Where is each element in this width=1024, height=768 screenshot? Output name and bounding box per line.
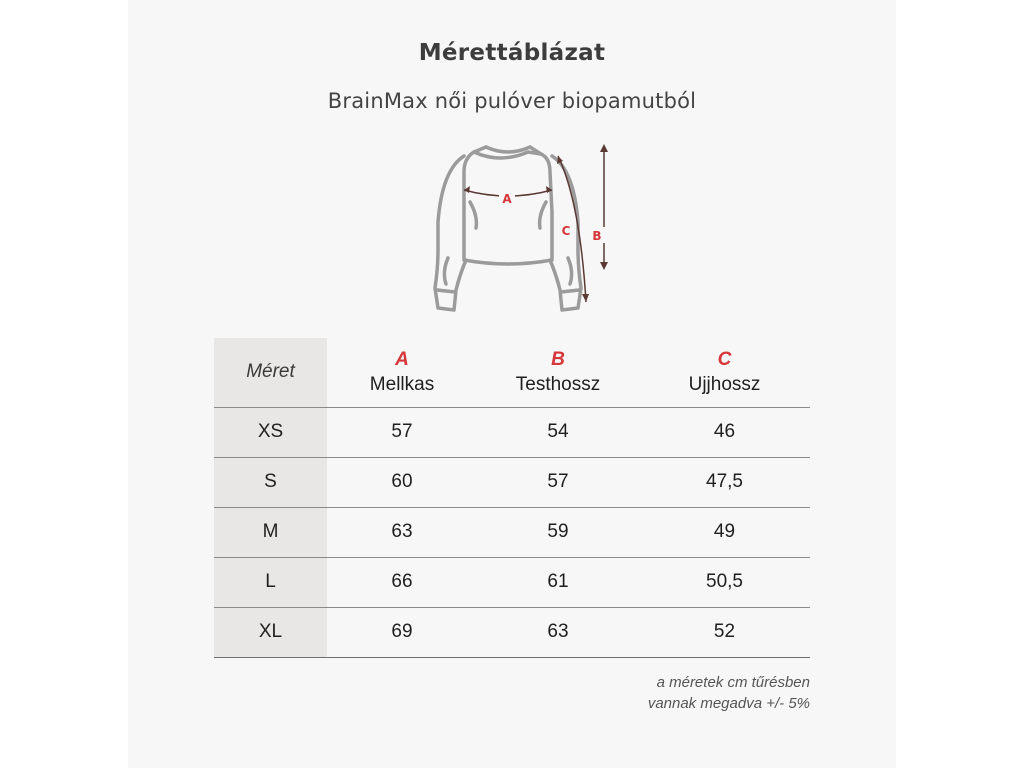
value-cell: 57 <box>477 457 639 507</box>
size-table <box>214 338 810 658</box>
column-name: Mellkas <box>369 374 435 396</box>
value-cell: 49 <box>639 507 810 557</box>
value-cell: 63 <box>327 507 477 557</box>
table-header-row <box>214 338 810 407</box>
column-name: Testhossz <box>515 374 601 396</box>
value-cell: 66 <box>327 557 477 607</box>
size-chart-panel <box>128 0 896 768</box>
label-a: A <box>502 192 512 206</box>
value-cell: 54 <box>477 407 639 457</box>
value-cell: 69 <box>327 607 477 657</box>
table-row <box>214 507 810 557</box>
table-row <box>214 457 810 507</box>
value-cell: 60 <box>327 457 477 507</box>
table-row <box>214 557 810 607</box>
value-cell: 59 <box>477 507 639 557</box>
value-cell: 50,5 <box>639 557 810 607</box>
table-row <box>214 607 810 657</box>
value-cell: 47,5 <box>639 457 810 507</box>
value-cell: 61 <box>477 557 639 607</box>
tolerance-note <box>648 672 810 714</box>
column-header-a <box>327 338 477 407</box>
column-header-c <box>639 338 810 407</box>
tolerance-note-line: a méretek cm tűrésben <box>656 674 810 691</box>
measure-arrows <box>464 144 608 302</box>
size-cell: XL <box>214 607 327 657</box>
column-header-b <box>477 338 639 407</box>
sweater-diagram <box>408 132 608 332</box>
value-cell: 46 <box>639 407 810 457</box>
tolerance-note-line: vannak megadva +/- 5% <box>647 695 810 712</box>
value-cell: 52 <box>639 607 810 657</box>
label-b: B <box>592 229 602 243</box>
value-cell: 63 <box>477 607 639 657</box>
column-name: Ujjhossz <box>688 374 761 396</box>
size-cell: L <box>214 557 327 607</box>
size-column-header: Méret <box>214 338 327 407</box>
label-c: C <box>561 224 571 238</box>
table-row <box>214 407 810 457</box>
size-cell: S <box>214 457 327 507</box>
column-letter: C <box>717 349 732 371</box>
size-cell: M <box>214 507 327 557</box>
page-title: Mérettáblázat <box>418 40 606 66</box>
size-cell: XS <box>214 407 327 457</box>
column-letter: A <box>395 349 409 371</box>
page-subtitle: BrainMax női pulóver biopamutból <box>327 89 697 113</box>
column-letter: B <box>551 349 565 371</box>
value-cell: 57 <box>327 407 477 457</box>
